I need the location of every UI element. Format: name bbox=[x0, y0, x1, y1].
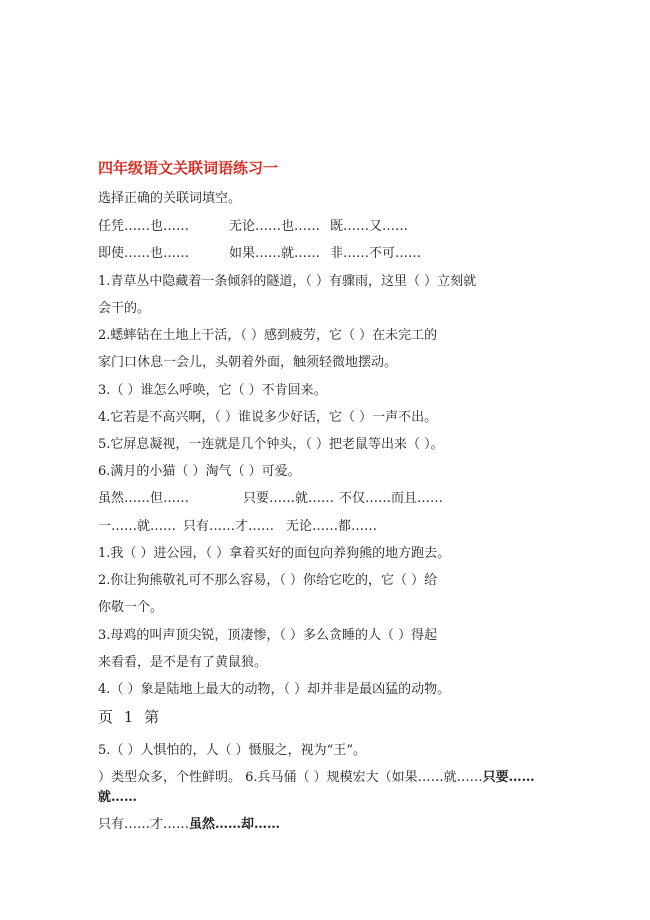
word-option: 无论……都…… bbox=[286, 519, 378, 534]
practice-1: 1.我（ ）进公园，（ ）拿着买好的面包向养狗熊的地方跑去。 bbox=[98, 546, 451, 561]
word-option: 既……又…… bbox=[330, 219, 409, 234]
word-option: 即使……也…… bbox=[98, 246, 190, 261]
practice-2-line-2: 你敬一个。 bbox=[98, 600, 164, 615]
practice-6-line-1 bbox=[98, 769, 535, 787]
word-option: 一……就…… bbox=[98, 519, 177, 534]
word-option: 任凭……也…… bbox=[98, 219, 190, 234]
question-5: 5.它屏息凝视，一连就是几个钟头，（ ）把老鼠等出来（ ）。 bbox=[98, 437, 444, 452]
question-3: 3.（ ）谁怎么呼唤，它（ ）不肯回来。 bbox=[98, 383, 327, 398]
practice-5: 5.（ ）人惧怕的，人（ ）慑服之，视为“王”。 bbox=[98, 743, 366, 758]
practice-6-line-2: 就…… bbox=[98, 790, 138, 805]
question-1-line-2: 会干的。 bbox=[98, 301, 151, 316]
practice-6-text: ）类型众多，个性鲜明。 6.兵马俑（ ）规模宏大（如果……就…… bbox=[98, 770, 483, 785]
question-4: 4.它若是不高兴啊，（ ）谁说多少好话，它（ ）一声不出。 bbox=[98, 410, 438, 425]
question-6: 6.满月的小猫（ ）淘气（ ）可爱。 bbox=[98, 464, 301, 479]
word-option: 如果……就…… bbox=[229, 246, 321, 261]
word-option: 只要……就…… bbox=[243, 491, 335, 506]
practice-6-bold: 只要…… bbox=[482, 770, 535, 785]
question-1-line-1: 1.青草丛中隐藏着一条倾斜的隧道，（ ）有骤雨，这里（ ）立刻就 bbox=[98, 274, 477, 289]
word-option: 非……不可…… bbox=[330, 246, 422, 261]
practice-3-line-2: 来看看，是不是有了黄鼠狼。 bbox=[98, 655, 268, 670]
word-option: 虽然……但…… bbox=[98, 491, 190, 506]
practice-4: 4.（ ）象是陆地上最大的动物，（ ）却并非是最凶猛的动物。 bbox=[98, 682, 451, 697]
worksheet-title: 四年级语文关联词语练习一 bbox=[98, 159, 279, 177]
practice-3-line-1: 3.母鸡的叫声顶尖锐，顶凄惨，（ ）多么贪睡的人（ ）得起 bbox=[98, 628, 438, 643]
word-option: 无论……也…… bbox=[229, 219, 321, 234]
word-option: 不仅……而且…… bbox=[339, 491, 444, 506]
word-option: 只有……才…… bbox=[183, 519, 275, 534]
instruction: 选择正确的关联词填空。 bbox=[98, 191, 242, 206]
practice-2-line-1: 2.你让狗熊敬礼可不那么容易，（ ）你给它吃的，它（ ）给 bbox=[98, 573, 438, 588]
question-2-line-2: 家门口休息一会儿，头朝着外面，触须轻微地摆动。 bbox=[98, 355, 398, 370]
closing-bold: 虽然……却…… bbox=[189, 817, 281, 832]
page-number-mark: 页 1 第 bbox=[98, 708, 163, 726]
closing-line bbox=[98, 816, 280, 834]
closing-plain: 只有……才…… bbox=[98, 817, 190, 832]
question-2-line-1: 2.蟋蟀钻在土地上干活，（ ）感到疲劳，它（ ）在未完工的 bbox=[98, 328, 438, 343]
